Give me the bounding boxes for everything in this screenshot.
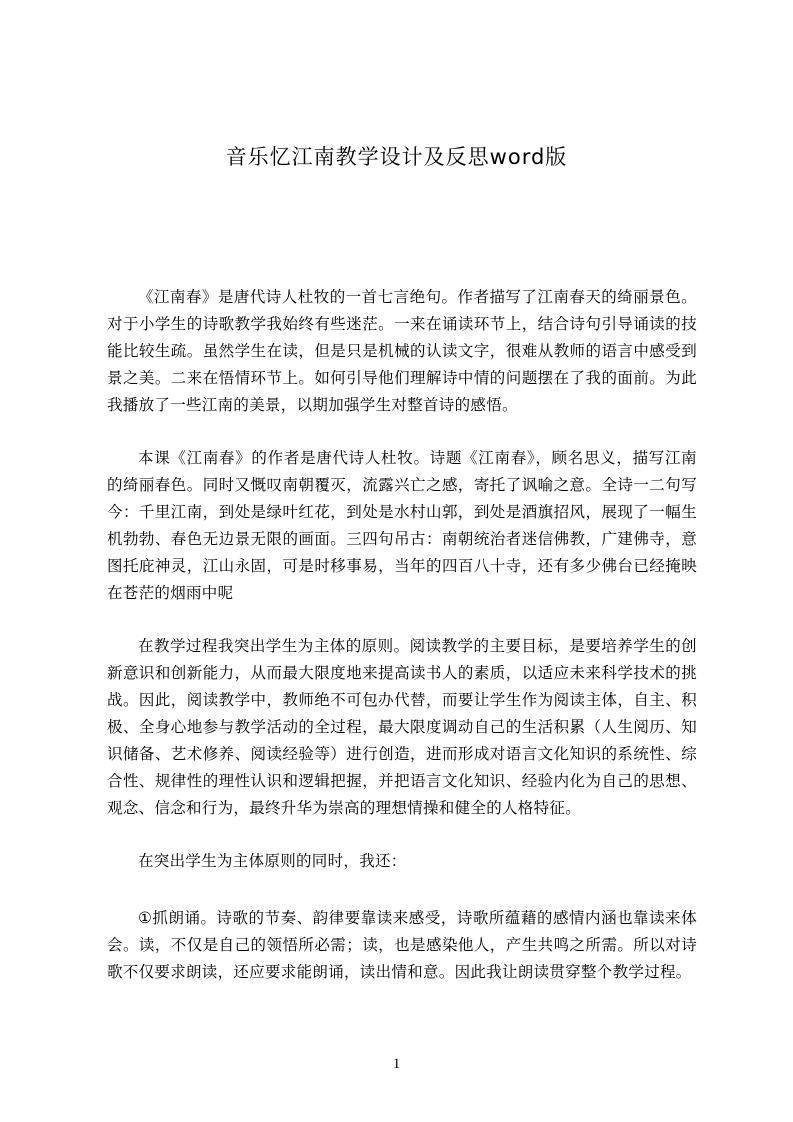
page-number: 1 [392, 1056, 401, 1072]
paragraph-intro: 《江南春》是唐代诗人杜牧的一首七言绝句。作者描写了江南春天的绮丽景色。对于小学生的诗歌教学我始终有些迷茫。一来在诵读环节上，结合诗句引导诵读的技能比较生疏。虽然学生在读，但是只是机械的认读文字，很难从教师的语言中感受到景之美。二来在悟情环节上。如何引导他们理解诗中情的问题摆在了我的面前。为此我播放了一些江南的美景，以期加强学生对整首诗的感悟。 [107, 288, 697, 414]
document-body [107, 284, 697, 1012]
paragraph-poem-analysis: 本课《江南春》的作者是唐代诗人杜牧。诗题《江南春》，顾名思义，描写江南的绮丽春色。同时又慨叹南朝覆灭，流露兴亡之感，寄托了讽喻之意。全诗一二句写今：千里江南，到处是绿叶红花，到处是水村山郭，到处是酒旗招风，展现了一幅生机勃勃、春色无边景无限的画面。三四句吊古：南朝统治者迷信佛教，广建佛寺，意图托庇神灵，江山永固，可是时移事易，当年的四百八十寺，还有多少佛台已经掩映在苍茫的烟雨中呢 [107, 449, 697, 602]
document-title: 音乐忆江南教学设计及反思word版 [225, 145, 568, 169]
paragraph-additional-methods: 在突出学生为主体原则的同时，我还： [138, 852, 407, 870]
paragraph-recitation: ①抓朗诵。诗歌的节奏、韵律要靠读来感受，诗歌所蕴藉的感情内涵也靠读来体会。读，不仅是自己的领悟所必需；读，也是感染他人，产生共鸣之所需。所以对诗歌不仅要求朗读，还应要求能朗诵，读出情和意。因此我让朗读贯穿整个教学过程。 [107, 909, 697, 981]
paragraph-teaching-principle: 在教学过程我突出学生为主体的原则。阅读教学的主要目标，是要培养学生的创新意识和创新能力，从而最大限度地来提高读书人的素质，以适应未来科学技术的挑战。因此，阅读教学中，教师绝不可包办代替，而要让学生作为阅读主体，自主、积极、全身心地参与教学活动的全过程，最大限度调动自己的生活积累（人生阅历、知识储备、艺术修养、阅读经验等）进行创造，进而形成对语言文化知识的系统性、综合性、规律性的理性认识和逻辑把握，并把语言文化知识、经验内化为自己的思想、观念、信念和行为，最终升华为崇高的理想情操和健全的人格特征。 [107, 637, 697, 817]
